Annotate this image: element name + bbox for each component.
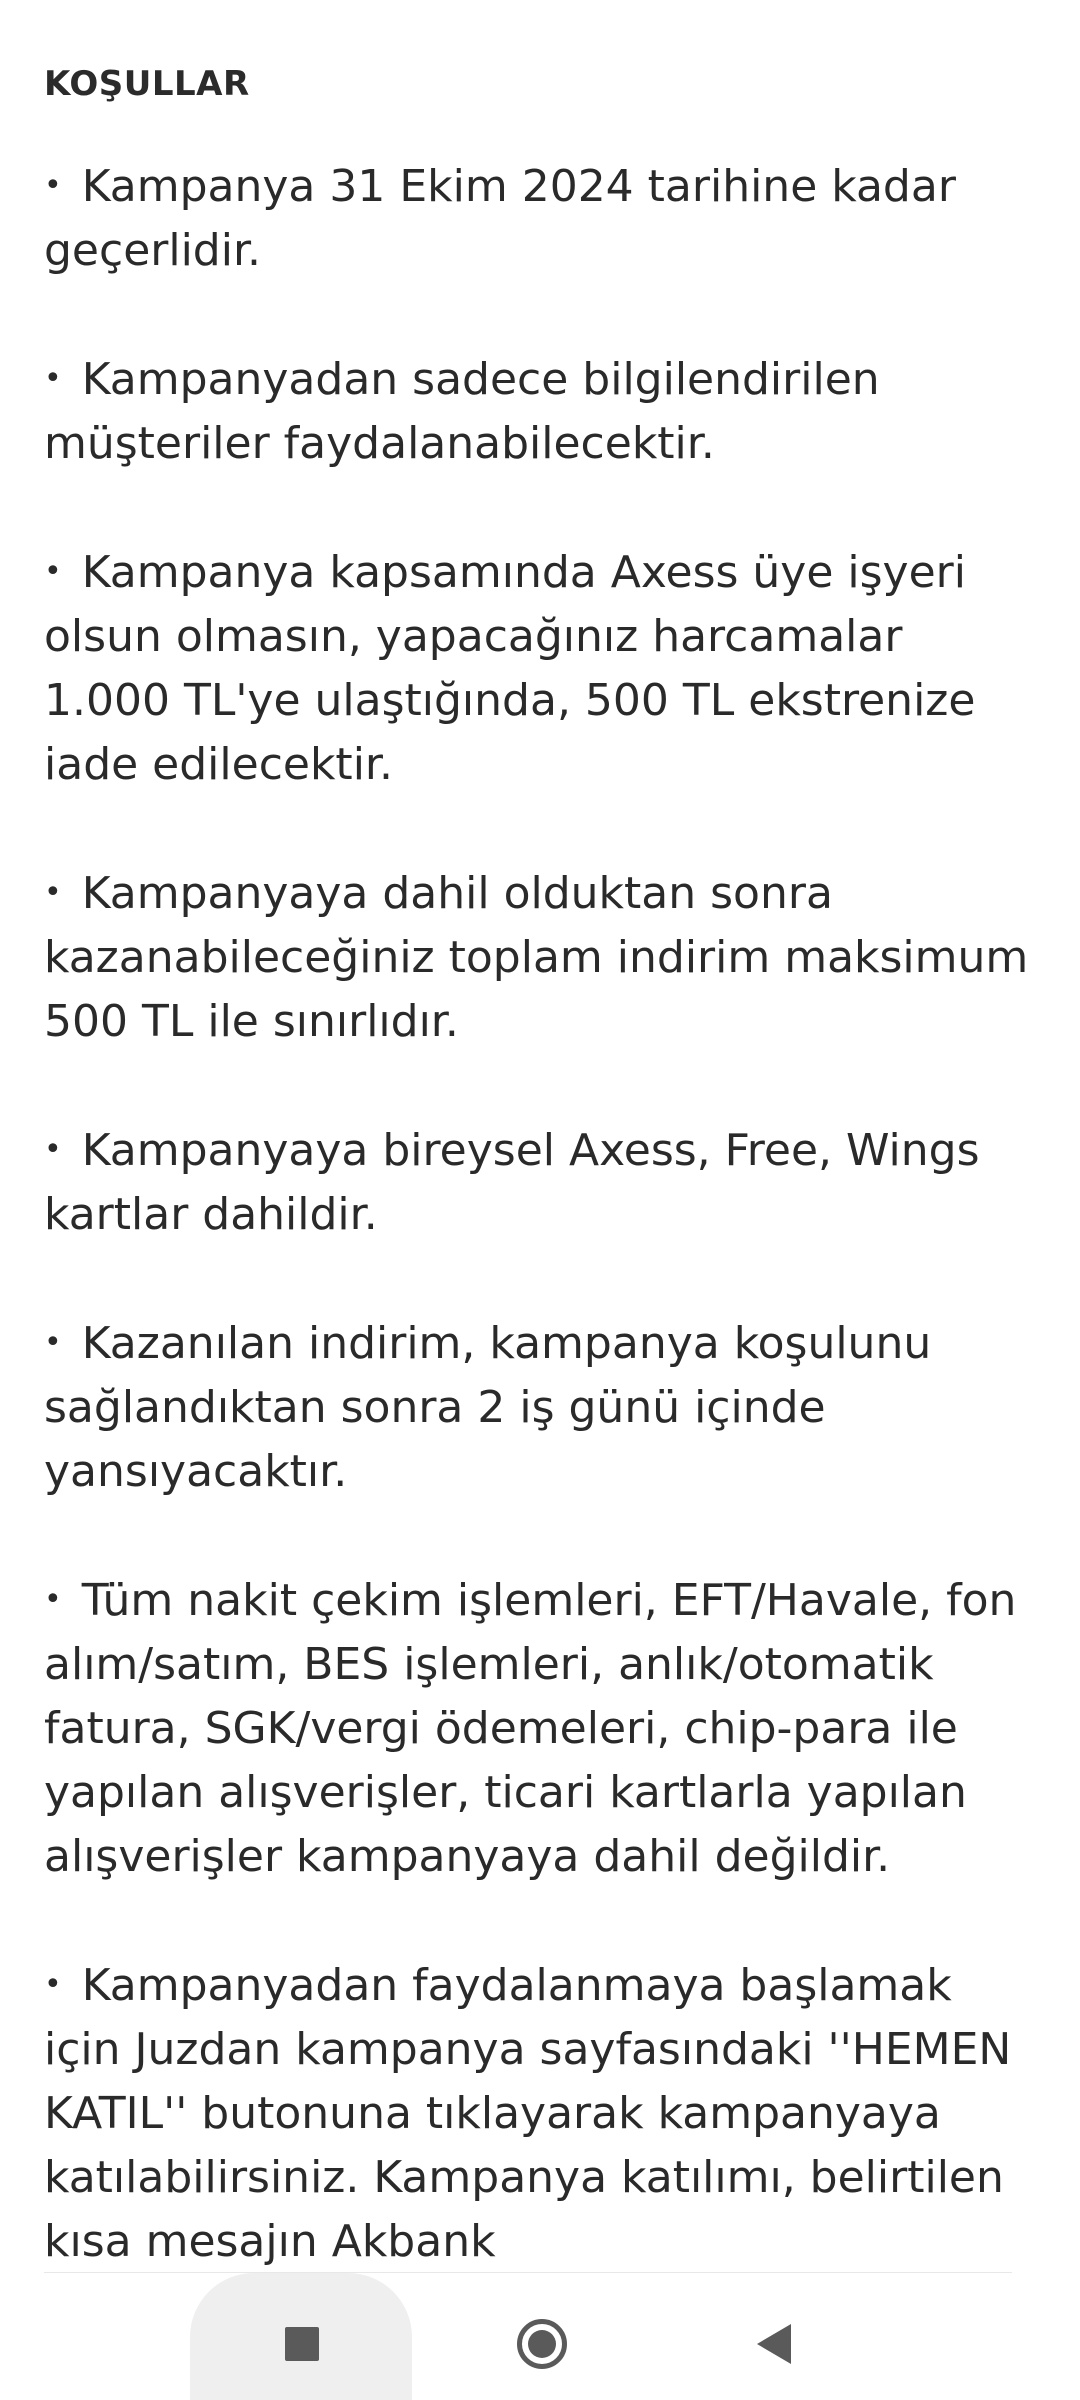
circle-dot [528,2330,556,2358]
term-item [44,347,1036,476]
bullet: • [44,1132,62,1167]
system-navigation-bar [0,2272,1080,2400]
term-text: Kampanya 31 Ekim 2024 tarihine kadar geçerlidir. [44,161,956,276]
term-item [44,1118,1036,1247]
terms-list [44,154,1036,2272]
term-item [44,1953,1036,2272]
term-item [44,154,1036,283]
bullet: • [44,361,62,396]
circle-icon [517,2319,567,2369]
nav-divider [44,2272,1012,2273]
bullet: • [44,554,62,589]
back-button[interactable] [724,2294,824,2394]
terms-content [44,58,1036,2272]
term-text: Kampanyadan faydalanmaya başlamak için Juzdan kampanya sayfasındaki ''HEMEN KATIL'' butonuna tıklayarak kampanyaya katılabilirsiniz. Kampanya katılımı, belirtilen kısa mesajın Akbank [44,1960,1012,2267]
bullet: • [44,875,62,910]
term-text: Kazanılan indirim, kampanya koşulunu sağlandıktan sonra 2 iş günü içinde yansıyacaktır. [44,1318,932,1497]
term-text: Kampanyadan sadece bilgilendirilen müşteriler faydalanabilecektir. [44,354,880,469]
term-text: Tüm nakit çekim işlemleri, EFT/Havale, fon alım/satım, BES işlemleri, anlık/otomatik fatura, SGK/vergi ödemeleri, chip-para ile yapılan alışverişler, ticari kartlarla yapılan alışverişler kampanyaya dahil değildir. [44,1575,1017,1882]
recents-button[interactable] [252,2294,352,2394]
term-item [44,861,1036,1054]
bullet: • [44,168,62,203]
home-button[interactable] [492,2294,592,2394]
triangle-left-icon [757,2324,791,2364]
term-item [44,540,1036,797]
bullet: • [44,1325,62,1360]
term-item [44,1568,1036,1889]
term-item [44,1311,1036,1504]
term-text: Kampanya kapsamında Axess üye işyeri olsun olmasın, yapacağınız harcamalar 1.000 TL'ye ulaştığında, 500 TL ekstrenize iade edilecektir. [44,547,976,790]
bullet: • [44,1582,62,1617]
bullet: • [44,1967,62,2002]
square-icon [285,2327,319,2361]
term-text: Kampanyaya bireysel Axess, Free, Wings kartlar dahildir. [44,1125,980,1240]
term-text: Kampanyaya dahil olduktan sonra kazanabileceğiniz toplam indirim maksimum 500 TL ile sınırlıdır. [44,868,1029,1047]
section-title: KOŞULLAR [44,64,250,104]
